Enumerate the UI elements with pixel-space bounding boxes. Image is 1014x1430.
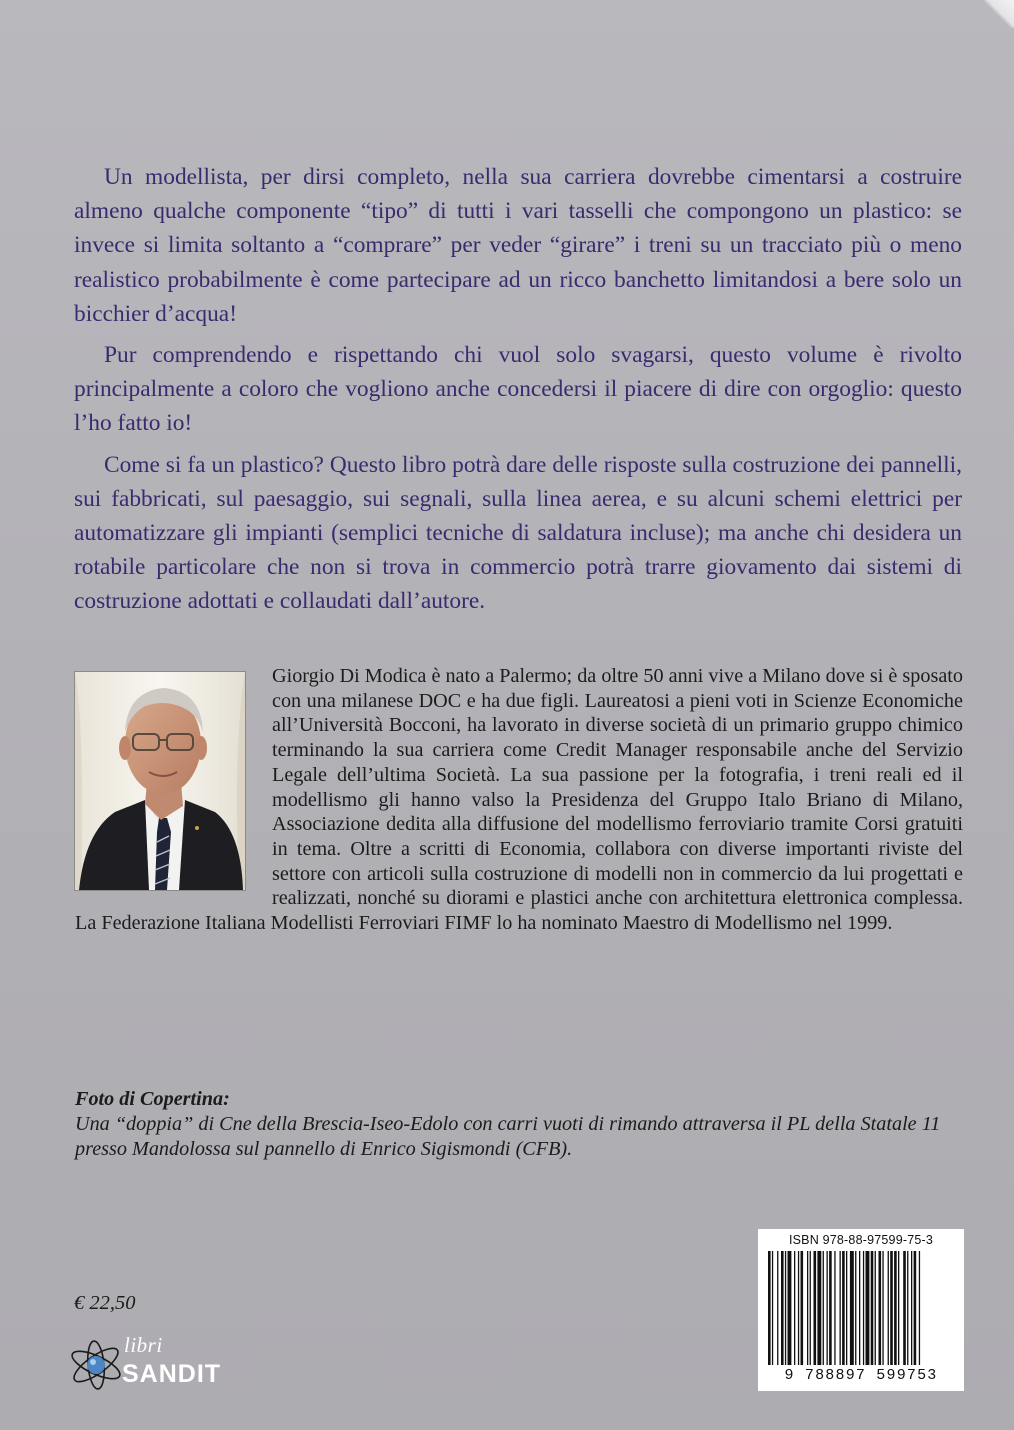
barcode-bar xyxy=(903,1251,906,1365)
barcode-bar xyxy=(817,1251,821,1365)
intro-paragraph-3: Come si fa un plastico? Questo libro potrà dare delle risposte sulla costruzione dei pannelli, sui fabbricati, sul paesaggio, sui segnali, sulla linea aerea, e su alcuni schemi elettrici per automatizzare gli impianti (semplici tecniche di saldatura incluse); ma anche chi desidera un rotabile particolare che non si trova in commercio potrà trarre giovamento dai sistemi di costruzione adottati e collaudati dall’autore. xyxy=(74,451,962,615)
barcode-bar xyxy=(888,1251,889,1365)
barcode-bar xyxy=(768,1251,771,1365)
barcode-bar xyxy=(866,1251,870,1365)
barcode-bar xyxy=(879,1251,882,1365)
price: € 22,50 xyxy=(74,1292,136,1314)
barcode-bar xyxy=(785,1251,786,1365)
barcode-bar xyxy=(919,1251,920,1365)
barcode-bar xyxy=(863,1251,864,1365)
barcode-bar xyxy=(827,1251,828,1365)
barcode-bar xyxy=(772,1251,773,1365)
barcode-bar xyxy=(846,1251,847,1365)
page-corner-fold xyxy=(984,0,1014,28)
photo-spacer xyxy=(75,664,272,910)
isbn-barcode xyxy=(758,1229,964,1391)
barcode-bar xyxy=(807,1251,808,1365)
author-bio xyxy=(75,664,963,936)
barcode-bar xyxy=(777,1251,778,1365)
barcode-bar xyxy=(788,1251,792,1365)
intro-text xyxy=(74,160,962,619)
barcode-bar xyxy=(871,1251,874,1365)
barcode-bar xyxy=(914,1251,917,1365)
barcode-bar xyxy=(859,1251,860,1365)
intro-paragraph-2: Pur comprendendo e rispettando chi vuol solo svagarsi, questo volume è rivolto principalmente a coloro che vogliono anche concedersi il piacere di dire con orgoglio: questo l’ho fatto io! xyxy=(74,342,962,437)
ean-digits: 9 788897 599753 xyxy=(784,1367,938,1384)
barcode-bar xyxy=(829,1251,832,1365)
barcode-bar xyxy=(890,1251,893,1365)
barcode-bar xyxy=(798,1251,799,1365)
barcode-bar xyxy=(840,1251,841,1365)
barcode-bar xyxy=(894,1251,897,1365)
barcode-bar xyxy=(898,1251,899,1365)
publisher-libri: libri xyxy=(124,1333,163,1357)
barcode-bar xyxy=(907,1251,908,1365)
barcode-bar xyxy=(842,1251,845,1365)
author-bio-text: Giorgio Di Modica è nato a Palermo; da oltre 50 anni vive a Milano dove si è sposato con una milanese DOC e ha due figli. Laureatosi a pieni voti in Scienze Economiche all’Università Bocconi, ha lavorato in diverse società di un primario gruppo chimico terminando la sua carriera come Credit Manager responsabile anche del Servizio Legale dell’ultima Società. La sua passione per la fotografia, i treni reali ed il modellismo gli hanno valso la Presidenza del Gruppo Italo Briano di Milano, Associazione dedita alla diffusione del modellismo ferroviario tramite Corsi gratuiti in tema. Oltre a scritti di Economia, collabora con diverse importanti riviste del settore con articoli sulla costruzione di modelli non in commercio da lui progettati e realizzati, nonché su diorami e plastici anche con architettura elettronica complessa. La Federazione Italiana Modellisti Ferroviari FIMF lo ha nominato Maestro di Modellismo nel 1999. xyxy=(75,665,963,935)
caption-text: Una “doppia” di Cne della Brescia-Iseo-Edolo con carri vuoti di rimando attraversa il PL della Statale 11 presso Mandolossa sul pannello di Enrico Sigismondi (CFB). xyxy=(75,1113,941,1160)
barcode-bar xyxy=(814,1251,817,1365)
barcode-bar xyxy=(823,1251,824,1365)
barcode-bar xyxy=(911,1251,912,1365)
isbn-label: ISBN 978-88-97599-75-3 xyxy=(788,1233,934,1247)
barcode-bar xyxy=(875,1251,876,1365)
atom-icon xyxy=(68,1333,124,1393)
barcode-bar xyxy=(834,1251,835,1365)
barcode-bar xyxy=(855,1251,856,1365)
publisher-sandit: SANDIT xyxy=(122,1360,222,1388)
barcode-bar xyxy=(882,1251,883,1365)
barcode-bar xyxy=(850,1251,854,1365)
barcode-bar xyxy=(794,1251,795,1365)
cover-photo-caption xyxy=(75,1087,975,1162)
barcode-bar xyxy=(781,1251,784,1365)
caption-title: Foto di Copertina: xyxy=(75,1088,230,1110)
publisher-logo xyxy=(68,1333,268,1393)
barcode-bar xyxy=(810,1251,811,1365)
barcode-bar xyxy=(801,1251,804,1365)
intro-paragraph-1: Un modellista, per dirsi completo, nella sua carriera dovrebbe cimentarsi a costruire almeno qualche componente “tipo” di tutti i vari tasselli che compongono un plastico: se invece si limita soltanto a “comprare” per veder “girare” i treni su un tracciato più o meno realistico probabilmente è come partecipare ad un ricco banchetto limitandosi a bere solo un bicchier d’acqua! xyxy=(74,164,962,327)
